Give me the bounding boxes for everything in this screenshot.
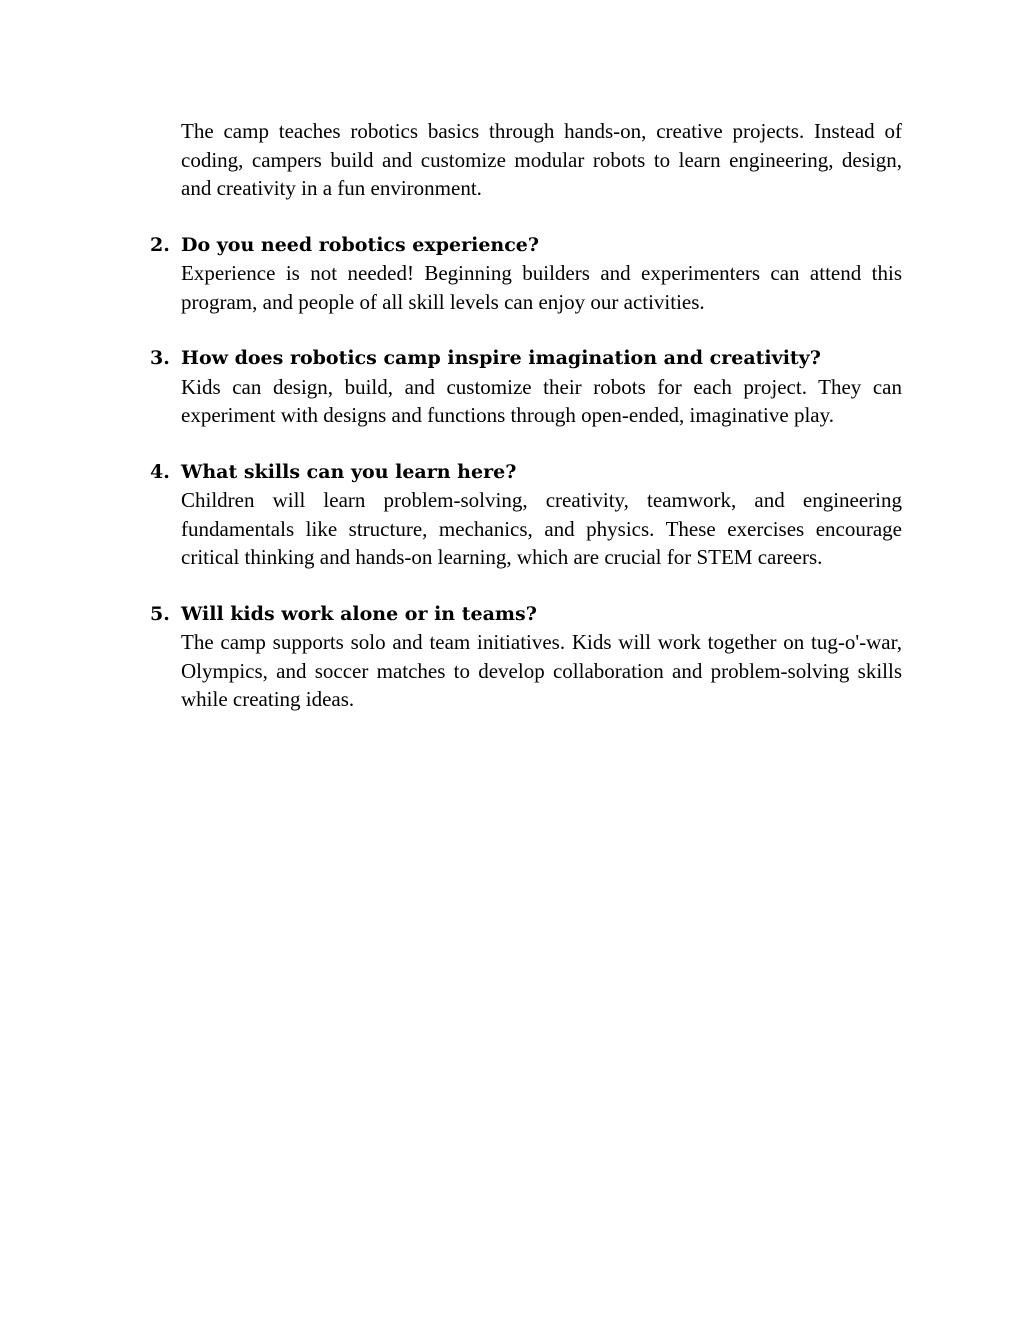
- faq-question: What skills can you learn here?: [181, 460, 517, 483]
- faq-answer: Experience is not needed! Beginning builders and experimenters can attend this program, and people of all skill levels can enjoy our activities.: [181, 261, 902, 314]
- intro-paragraph: The camp teaches robotics basics through hands-on, creative projects. Instead of coding, campers build and customize modular robots to learn engineering, design, and creativity in a fun environment.: [181, 119, 902, 200]
- faq-answer: Children will learn problem-solving, creativity, teamwork, and engineering fundamentals like structure, mechanics, and physics. These exercises encourage critical thinking and hands-on learning, which are crucial for STEM careers.: [181, 488, 902, 569]
- faq-item-5: [150, 600, 902, 714]
- faq-item-4: [150, 458, 902, 572]
- faq-number: 2.: [150, 233, 170, 256]
- faq-question: Will kids work alone or in teams?: [181, 602, 537, 625]
- faq-answer: Kids can design, build, and customize their robots for each project. They can experiment with designs and functions through open-ended, imaginative play.: [181, 374, 902, 427]
- faq-item-3: [150, 344, 902, 430]
- faq-content: [150, 117, 902, 714]
- faq-question: How does robotics camp inspire imagination and creativity?: [181, 347, 821, 369]
- faq-item-2: [150, 231, 902, 317]
- faq-number: 5.: [150, 602, 170, 625]
- faq-number: 3.: [150, 347, 170, 369]
- faq-number: 4.: [150, 460, 170, 483]
- faq-question: Do you need robotics experience?: [181, 233, 540, 256]
- faq-answer: The camp supports solo and team initiatives. Kids will work together on tug-o'-war, Olympics, and soccer matches to develop collaboration and problem-solving skills while creating ideas.: [181, 630, 902, 711]
